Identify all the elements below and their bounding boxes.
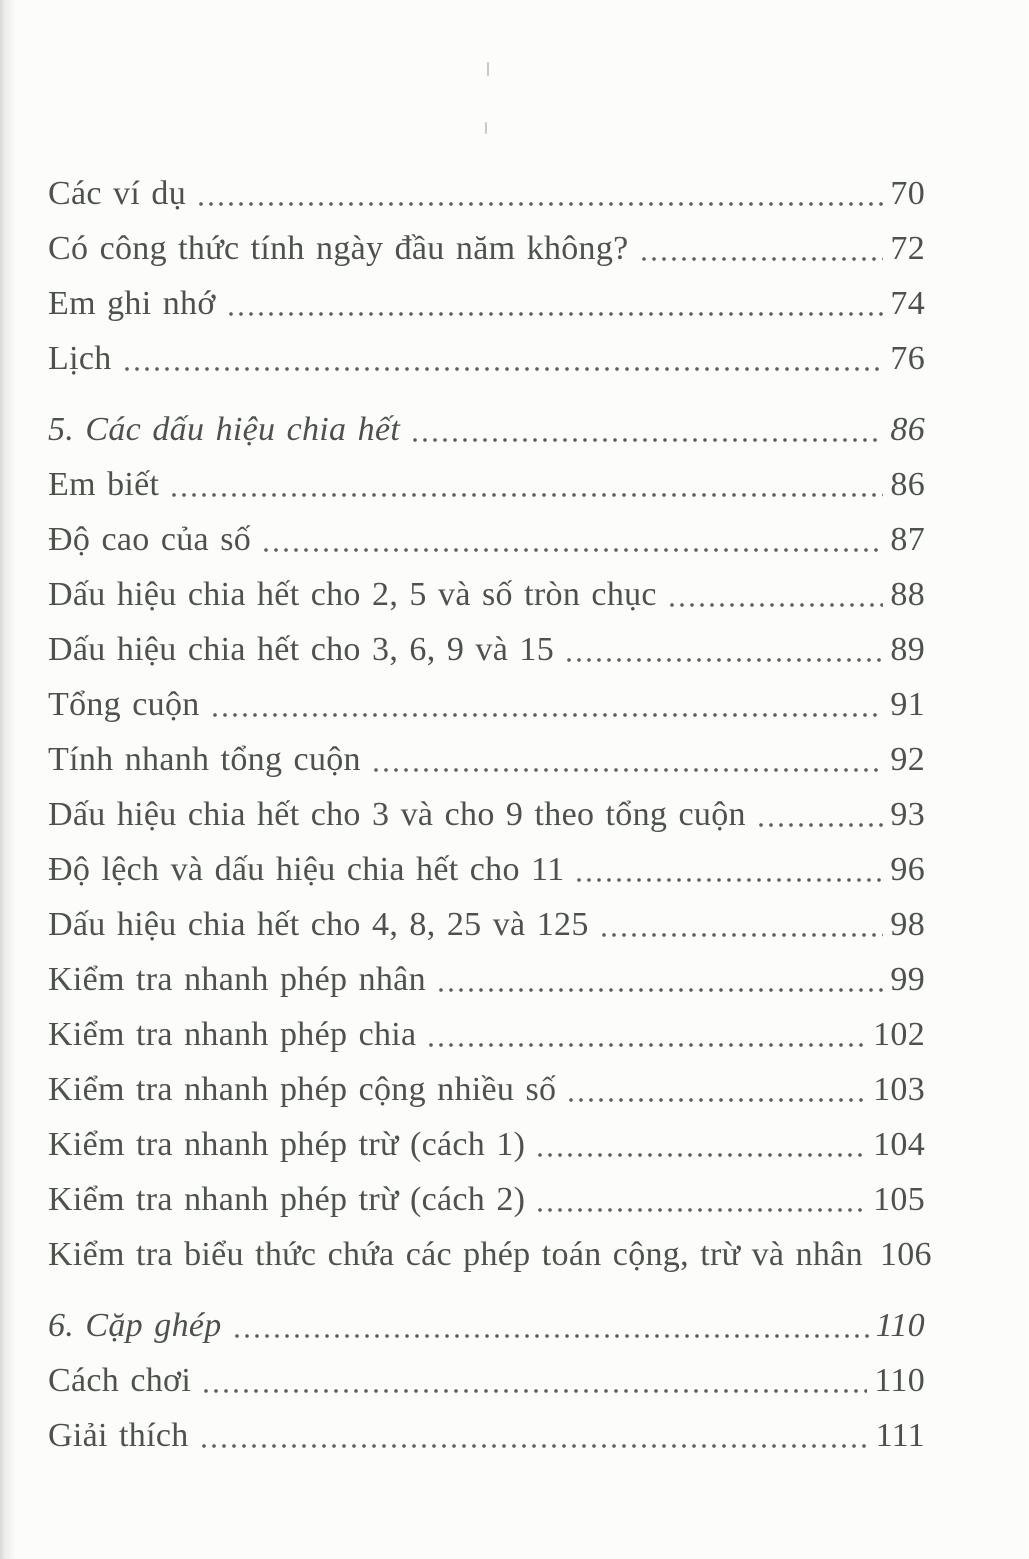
toc-entry-page: 76	[890, 340, 925, 377]
toc-entry	[48, 221, 925, 276]
dot-leader	[169, 457, 883, 512]
toc-entry-page: 72	[890, 230, 925, 267]
toc-entry-page: 110	[875, 1307, 925, 1344]
toc-entry	[48, 677, 925, 732]
toc-entry-page: 86	[890, 411, 925, 448]
toc-entry	[48, 787, 925, 842]
toc-entry	[48, 512, 925, 567]
toc-entry	[48, 402, 925, 457]
dot-leader	[232, 1298, 869, 1353]
toc-list	[48, 166, 932, 1463]
toc-entry-title: Cách chơi	[48, 1362, 192, 1399]
toc-entry	[48, 1007, 925, 1062]
toc-entry-page: 103	[873, 1071, 925, 1108]
dot-leader	[196, 166, 883, 221]
toc-entry-page: 74	[890, 285, 925, 322]
toc-entry-title: Em ghi nhớ	[48, 285, 216, 322]
dot-leader	[535, 1117, 866, 1172]
toc-entry-title: Tổng cuộn	[48, 686, 200, 723]
toc-entry-page: 93	[890, 796, 925, 833]
toc-entry-title: Có công thức tính ngày đầu năm không?	[48, 230, 629, 267]
toc-entry	[48, 276, 925, 331]
dot-leader	[436, 952, 884, 1007]
scan-speck	[487, 62, 489, 76]
dot-leader	[201, 1353, 867, 1408]
toc-entry-title: Giải thích	[48, 1417, 189, 1454]
toc-entry	[48, 1227, 932, 1282]
dot-leader	[226, 276, 884, 331]
toc-entry-page: 99	[890, 961, 925, 998]
toc-entry-title: Kiểm tra nhanh phép nhân	[48, 961, 426, 998]
toc-entry-page: 87	[890, 521, 925, 558]
dot-leader	[566, 1062, 866, 1117]
toc-entry-page: 111	[875, 1417, 925, 1454]
toc-entry-title: Độ lệch và dấu hiệu chia hết cho 11	[48, 851, 565, 888]
dot-leader	[667, 567, 884, 622]
toc-entry-page: 91	[890, 686, 925, 723]
toc-entry-title: Tính nhanh tổng cuộn	[48, 741, 361, 778]
toc-entry-page: 92	[890, 741, 925, 778]
toc-entry	[48, 1298, 925, 1353]
toc-entry-page: 105	[873, 1181, 925, 1218]
toc-entry-page: 86	[890, 466, 925, 503]
scan-page-edge	[0, 0, 16, 1559]
toc-entry	[48, 952, 925, 1007]
toc-entry-title: Dấu hiệu chia hết cho 2, 5 và số tròn chục	[48, 576, 657, 613]
dot-leader	[564, 622, 883, 677]
toc-entry	[48, 1172, 925, 1227]
toc-entry-page: 88	[890, 576, 925, 613]
toc-entry	[48, 897, 925, 952]
toc-entry-title: Các ví dụ	[48, 175, 187, 212]
toc-entry-title: Lịch	[48, 340, 112, 377]
toc-entry	[48, 622, 925, 677]
toc-entry-title: Dấu hiệu chia hết cho 3, 6, 9 và 15	[48, 631, 555, 668]
toc-entry-page: 106	[879, 1236, 932, 1273]
toc-entry-page: 104	[873, 1126, 925, 1163]
toc-entry	[48, 1353, 925, 1408]
toc-entry-title: Dấu hiệu chia hết cho 4, 8, 25 và 125	[48, 906, 589, 943]
dot-leader	[599, 897, 884, 952]
toc-entry-title: Kiểm tra nhanh phép chia	[48, 1016, 417, 1053]
dot-leader	[410, 402, 883, 457]
toc-entry-title: Kiểm tra biểu thức chứa các phép toán cộng, trừ và nhân	[48, 1236, 863, 1273]
toc-entry-page: 110	[874, 1362, 925, 1399]
dot-leader	[199, 1408, 869, 1463]
toc-entry	[48, 1117, 925, 1172]
toc-entry-page: 98	[890, 906, 925, 943]
toc-entry-title: 5. Các dấu hiệu chia hết	[48, 411, 401, 448]
toc-entry-title: Dấu hiệu chia hết cho 3 và cho 9 theo tổng cuộn	[48, 796, 746, 833]
toc-entry-page: 70	[890, 175, 925, 212]
dot-leader	[261, 512, 883, 567]
dot-leader	[574, 842, 883, 897]
toc-entry-page: 89	[890, 631, 925, 668]
toc-entry-title: 6. Cặp ghép	[48, 1307, 222, 1344]
toc-entry	[48, 732, 925, 787]
dot-leader	[535, 1172, 866, 1227]
dot-leader	[371, 732, 884, 787]
toc-entry	[48, 1062, 925, 1117]
toc-entry	[48, 457, 925, 512]
toc-entry	[48, 331, 925, 386]
toc-entry-page: 96	[890, 851, 925, 888]
dot-leader	[210, 677, 884, 732]
toc-entry-title: Kiểm tra nhanh phép trừ (cách 2)	[48, 1181, 526, 1218]
toc-entry-title: Kiểm tra nhanh phép trừ (cách 1)	[48, 1126, 526, 1163]
toc-entry-title: Độ cao của số	[48, 521, 252, 558]
dot-leader	[122, 331, 884, 386]
toc-entry	[48, 842, 925, 897]
toc-entry-page: 102	[873, 1016, 925, 1053]
scan-speck	[485, 122, 487, 134]
toc-entry	[48, 166, 925, 221]
toc-entry-title: Em biết	[48, 466, 160, 503]
dot-leader	[639, 221, 884, 276]
dot-leader	[756, 787, 884, 842]
dot-leader	[426, 1007, 866, 1062]
toc-entry	[48, 1408, 925, 1463]
toc-entry	[48, 567, 925, 622]
toc-entry-title: Kiểm tra nhanh phép cộng nhiều số	[48, 1071, 557, 1108]
